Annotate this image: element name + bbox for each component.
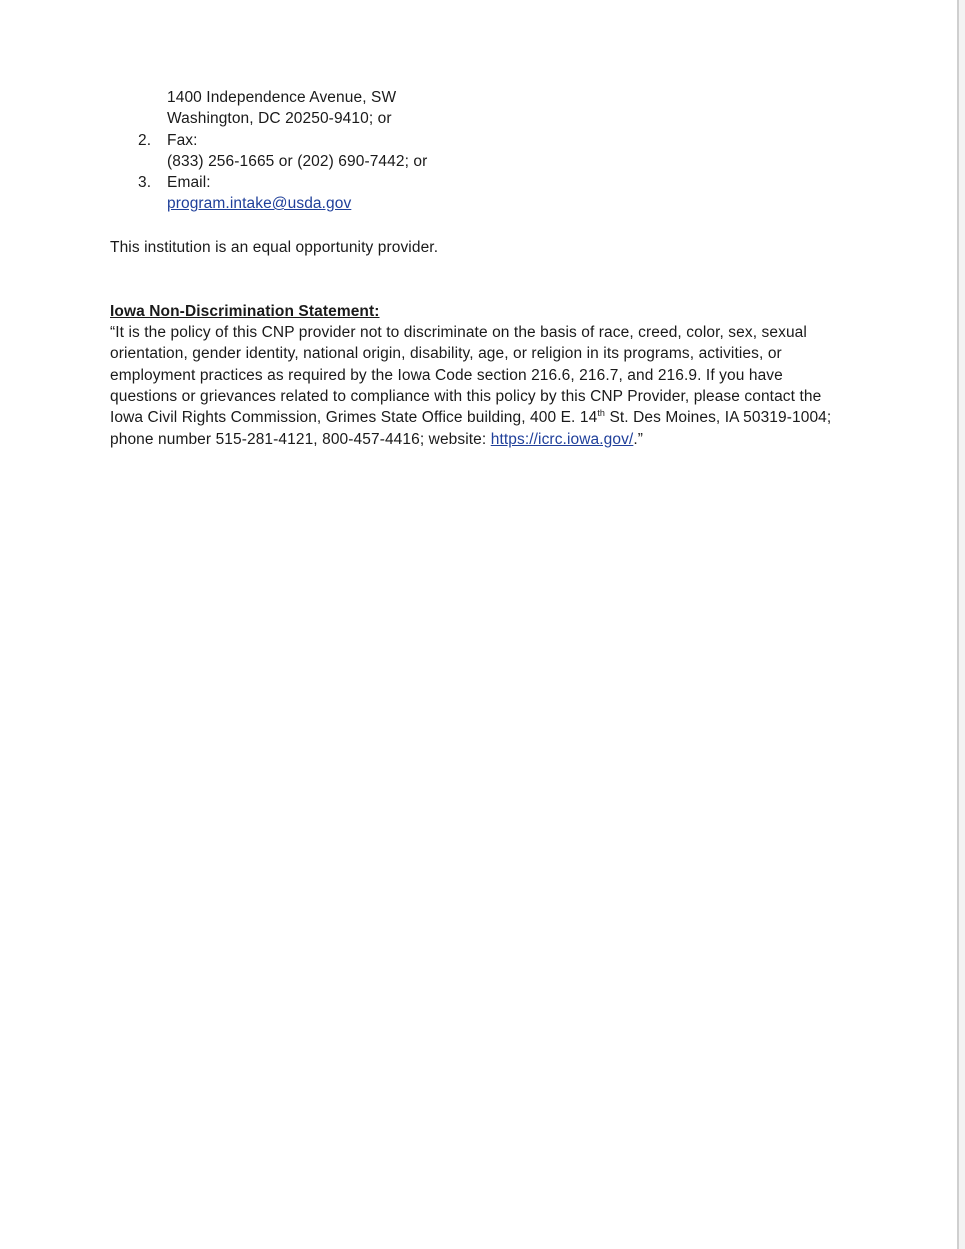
iowa-statement-line-3: employment practices as required by the Iowa Code section 216.6, 216.7, and 216.9. If you have bbox=[110, 367, 783, 384]
iowa-statement-line-2: orientation, gender identity, national origin, disability, age, or religion in its programs, activities, or bbox=[110, 345, 782, 362]
iowa-statement-heading: Iowa Non-Discrimination Statement: bbox=[110, 303, 380, 320]
iowa-statement-line-1: “It is the policy of this CNP provider not to discriminate on the basis of race, creed, color, sex, sexual bbox=[110, 324, 807, 341]
email-address-line bbox=[167, 193, 351, 214]
iowa-line-6-closing: .” bbox=[633, 431, 644, 448]
iowa-line-5-text: Iowa Civil Rights Commission, Grimes State Office building, 400 E. 14 bbox=[110, 409, 598, 426]
page-edge bbox=[957, 0, 959, 1249]
iowa-line-5-rest: St. Des Moines, IA 50319-1004; bbox=[605, 409, 832, 426]
address-city-line: Washington, DC 20250-9410; or bbox=[167, 110, 392, 127]
equal-opportunity-statement: This institution is an equal opportunity provider. bbox=[110, 239, 439, 256]
fax-numbers: (833) 256-1665 or (202) 690-7442; or bbox=[167, 153, 428, 170]
fax-label: Fax: bbox=[167, 132, 198, 149]
page-edge-shadow bbox=[959, 0, 965, 1249]
icrc-website-link[interactable]: https://icrc.iowa.gov/ bbox=[490, 431, 634, 448]
iowa-line-6-text: phone number 515-281-4121, 800-457-4416; website: bbox=[110, 431, 491, 448]
email-list-number: 3. bbox=[138, 174, 152, 191]
ordinal-suffix: th bbox=[597, 408, 606, 418]
address-street: 1400 Independence Avenue, SW bbox=[167, 89, 397, 106]
iowa-statement-line-5 bbox=[110, 407, 831, 428]
iowa-statement-line-6 bbox=[110, 429, 643, 450]
email-label: Email: bbox=[167, 174, 211, 191]
fax-list-number: 2. bbox=[138, 132, 152, 149]
email-link[interactable]: program.intake@usda.gov bbox=[167, 195, 352, 212]
iowa-statement-line-4: questions or grievances related to compliance with this policy by this CNP Provider, please contact the bbox=[110, 388, 822, 405]
